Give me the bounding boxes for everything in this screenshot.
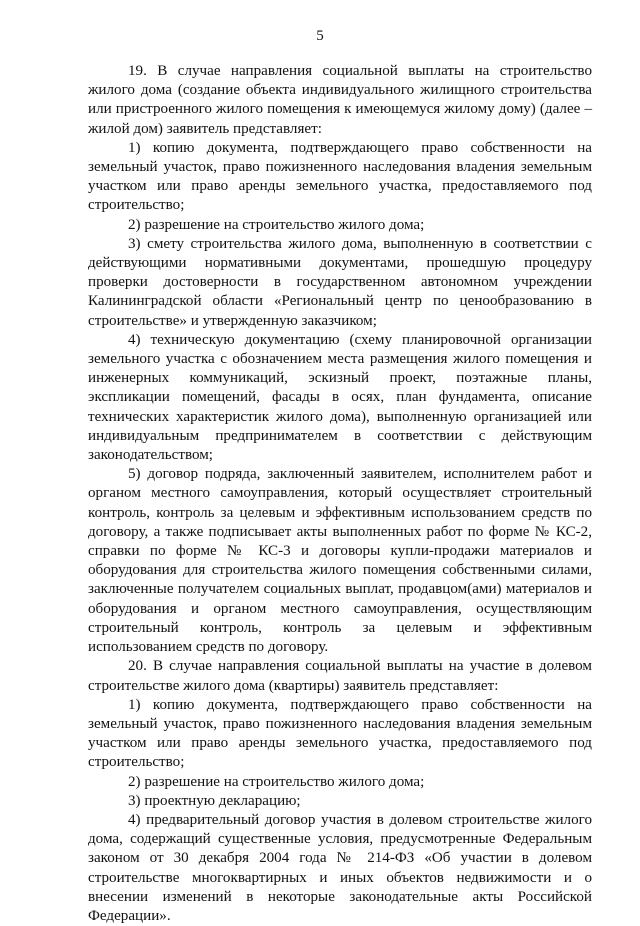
paragraph-20-item-3: 3) проектную декларацию;	[128, 792, 301, 809]
page-number: 5	[316, 28, 324, 44]
paragraph-20-item-2: 2) разрешение на строительство жилого дома;	[128, 773, 425, 790]
paragraph-20-item-1: 1) копию документа, подтверждающего право собственности на земельный участок, право пожизненного наследования владения земельным участком или право аренды земельного участка, предоставляемого под строительство;	[88, 696, 592, 771]
paragraph-19-item-2: 2) разрешение на строительство жилого дома;	[128, 216, 425, 233]
paragraph-19-intro: 19. В случае направления социальной выплаты на строительство жилого дома (создание объекта индивидуального жилищного строительства или пристроенного жилого помещения к имеющемуся жилому дому) (далее – жилой дом) заявитель представляет:	[88, 63, 592, 137]
paragraph-20-intro: 20. В случае направления социальной выплаты на участие в долевом строительстве жилого дома (квартиры) заявитель представляет:	[88, 658, 592, 694]
document-body	[88, 62, 592, 926]
paragraph-19-item-3: 3) смету строительства жилого дома, выполненную в соответствии с действующими нормативными документами, прошедшую процедуру проверки достоверности в государственном автономном учреждении Калининградской области «Региональный центр по ценообразованию в строительстве» и утвержденную заказчиком;	[88, 235, 592, 329]
paragraph-20-item-4: 4) предварительный договор участия в долевом строительстве жилого дома, содержащий существенные условия, предусмотренные Федеральным законом от 30 декабря 2004 года № 214-ФЗ «Об участии в долевом строительстве многоквартирных и иных объектов недвижимости и о внесении изменений в некоторые законодательные акты Российской Федерации».	[88, 811, 592, 924]
paragraph-19-item-4: 4) техническую документацию (схему планировочной организации земельного участка с обозначением места размещения жилого помещения и инженерных коммуникаций, эскизный проект, поэтажные планы, экспликации помещений, фасады в осях, план фундамента, описание технических характеристик жилого дома), выполненную организацией или индивидуальным предпринимателем в соответствии с действующим законодательством;	[88, 331, 592, 464]
paragraph-19-item-1: 1) копию документа, подтверждающего право собственности на земельный участок, право пожизненного наследования владения земельным участком или право аренды земельного участка, предоставляемого под строительство;	[88, 139, 592, 214]
paragraph-19-item-5: 5) договор подряда, заключенный заявителем, исполнителем работ и органом местного самоуправления, который осуществляет строительный контроль, контроль за целевым и эффективным использованием средств по договору, а также подписывает акты выполненных работ по форме № КС-2, справки по форме № КС-3 и договоры купли-продажи материалов и оборудования для строительства жилого помещения собственными силами, заключенные получателем социальных выплат, продавцом(ами) материалов и оборудования и органом местного самоуправления, осуществляющим строительный контроль, контроль за целевым и эффективным использованием средств по договору.	[88, 466, 592, 656]
